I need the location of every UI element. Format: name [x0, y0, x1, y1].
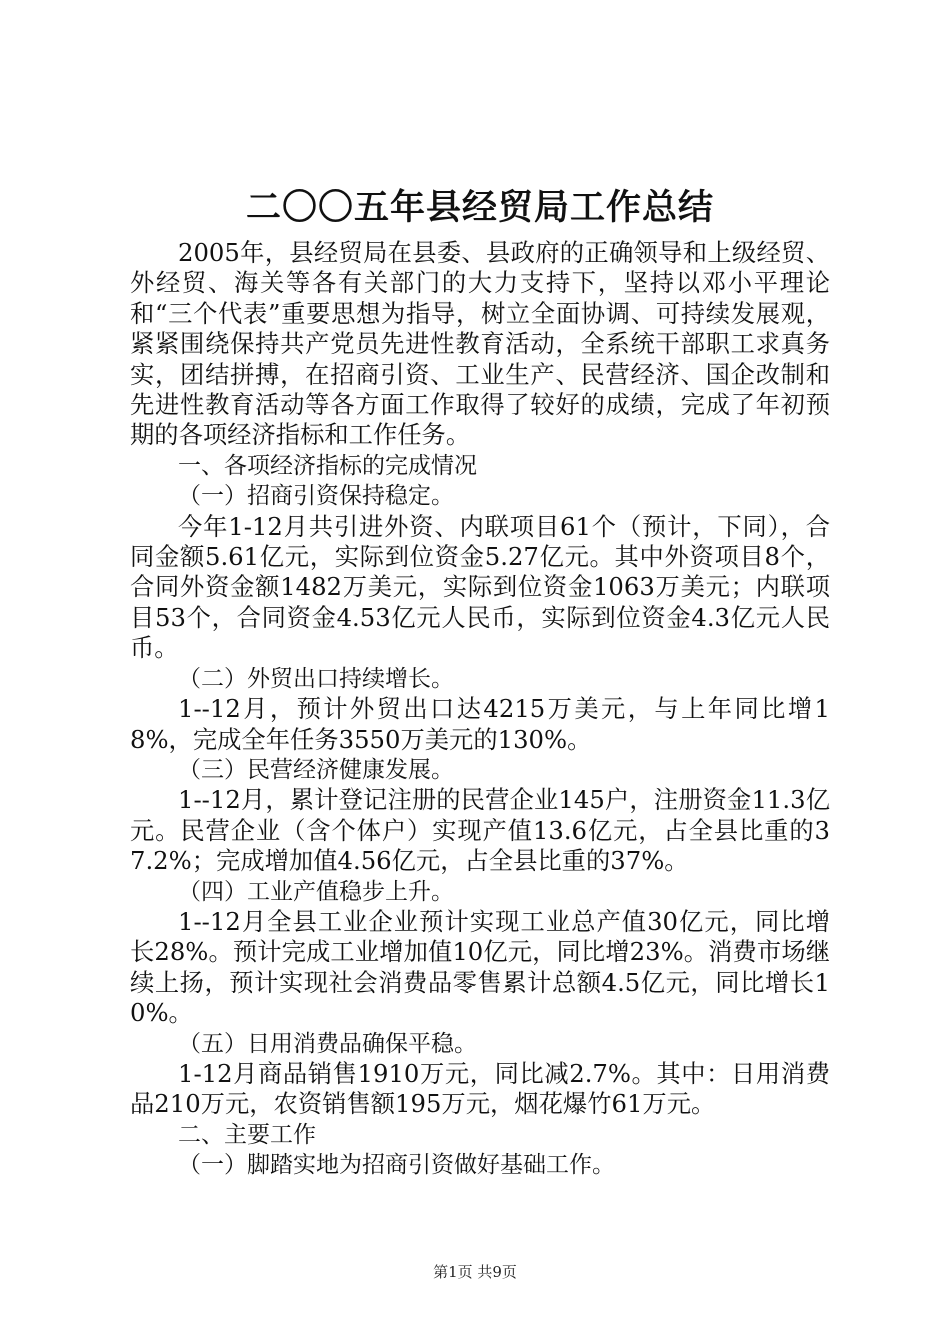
subsection-heading-1-2: （二）外贸出口持续增长。 — [178, 665, 454, 692]
subsection-heading-1-5: （五）日用消费品确保平稳。 — [178, 1030, 477, 1057]
subsection-body-1-3: 1--12月，累计登记注册的民营企业145户，注册资金11.3亿元。民营企业（含个体户）实现产值13.6亿元，占全县比重的37.2%；完成增加值4.56亿元，占全县比重的37%。 — [130, 785, 830, 876]
section-heading-1: 一、各项经济指标的完成情况 — [178, 452, 477, 479]
page-number-footer: 第1页 共9页 — [433, 1263, 517, 1281]
document-body — [130, 180, 830, 1181]
subsection-heading-1-1: （一）招商引资保持稳定。 — [178, 483, 454, 510]
subsection-body-1-5: 1-12月商品销售1910万元，同比减2.7%。其中：日用消费品210万元，农资销售额195万元，烟花爆竹61万元。 — [130, 1058, 830, 1119]
document-title: 二〇〇五年县经贸局工作总结 — [245, 188, 714, 228]
section-heading-2: 二、主要工作 — [178, 1121, 316, 1148]
subsection-heading-2-1: （一）脚踏实地为招商引资做好基础工作。 — [178, 1152, 615, 1179]
subsection-heading-1-4: （四）工业产值稳步上升。 — [178, 878, 454, 905]
subsection-body-1-2: 1--12月，预计外贸出口达4215万美元，与上年同比增18%，完成全年任务3550万美元的130%。 — [130, 694, 830, 754]
subsection-body-1-4: 1--12月全县工业企业预计实现工业总产值30亿元，同比增长28%。预计完成工业增加值10亿元，同比增23%。消费市场继续上扬，预计实现社会消费品零售累计总额4.5亿元，同比增长10%。 — [130, 906, 830, 1028]
subsection-heading-1-3: （三）民营经济健康发展。 — [178, 756, 454, 783]
intro-paragraph: 2005年，县经贸局在县委、县政府的正确领导和上级经贸、外经贸、海关等各有关部门的大力支持下，坚持以邓小平理论和“三个代表”重要思想为指导，树立全面协调、可持续发展观，紧紧围绕保持共产党员先进性教育活动，全系统干部职工求真务实，团结拼搏，在招商引资、工业生产、民营经济、国企改制和先进性教育活动等各方面工作取得了较好的成绩，完成了年初预期的各项经济指标和工作任务。 — [130, 238, 830, 450]
subsection-body-1-1: 今年1-12月共引进外资、内联项目61个（预计，下同），合同金额5.61亿元，实际到位资金5.27亿元。其中外资项目8个，合同外资金额1482万美元，实际到位资金1063万美元；内联项目53个，合同资金4.53亿元人民币，实际到位资金4.3亿元人民币。 — [130, 511, 830, 663]
